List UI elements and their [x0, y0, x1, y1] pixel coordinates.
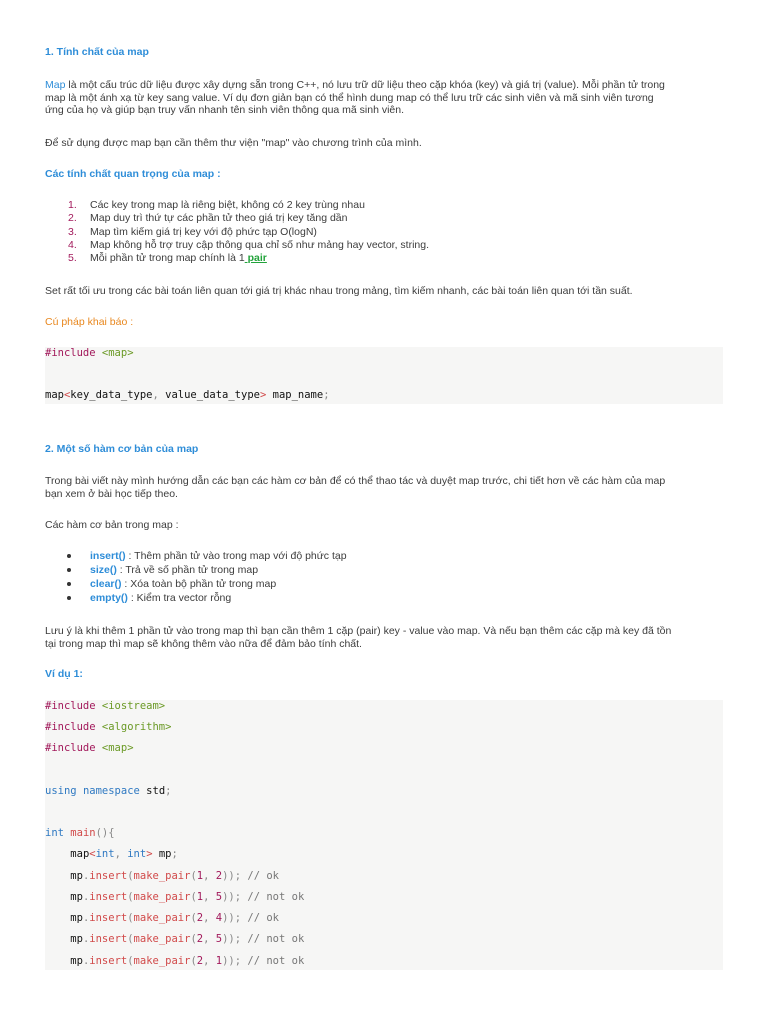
intro-line-2: map là một ánh xạ từ key sang value. Ví dụ đơn giản bạn có thể hình dung map có thể lưu trữ các sinh viên và mã sinh viên tương: [45, 91, 654, 104]
insert-note: Lưu ý là khi thêm 1 phần tử vào trong map thì bạn cần thêm 1 cặp (pair) key - value vào map. Và nếu bạn thêm các cặp mà key đã tồn tại trong map thì map sẽ không thêm vào nữa để đảm bảo tính chất.: [45, 625, 672, 650]
code-line: mp.insert(make_pair(2, 5)); // not ok: [70, 933, 305, 945]
functions-label: Các hàm cơ bản trong map :: [45, 519, 179, 531]
code-line: #include <map>: [45, 347, 134, 359]
code-line: #include <algorithm>: [45, 721, 172, 733]
intro-line-1: là một cấu trúc dữ liệu được xây dựng sẵn trong C++, nó lưu trữ dữ liệu theo cặp khóa (key) và giá trị (value). Mỗi phần tử trong: [65, 79, 665, 91]
map-intro-paragraph: [45, 79, 725, 117]
list-item: empty() : Kiểm tra vector rỗng: [45, 591, 347, 605]
code-line: mp.insert(make_pair(2, 4)); // ok: [70, 912, 279, 924]
code-line: #include <map>: [45, 742, 134, 754]
example-code-block: [45, 700, 723, 970]
map-term: Map: [45, 79, 66, 91]
section-2-intro: Trong bài viết này mình hướng dẫn các bạn các hàm cơ bản để có thể thao tác và duyệt map trước, chi tiết hơn về các hàm của map bạn xem ở bài học tiếp theo.: [45, 475, 666, 500]
code-line: map<key_data_type, value_data_type> map_name;: [45, 389, 330, 401]
pair-link[interactable]: pair: [244, 252, 267, 265]
set-note: Set rất tối ưu trong các bài toán liên quan tới giá trị khác nhau trong mảng, tìm kiếm nhanh, các bài toán liên quan tới tần suất.: [45, 285, 633, 297]
code-line: using namespace std;: [45, 785, 172, 797]
list-item: 5. Mỗi phần tử trong map chính là 1 pair: [68, 252, 267, 265]
code-line: int main(){: [45, 827, 115, 839]
code-line: map<int, int> mp;: [70, 848, 178, 860]
functions-list: [45, 549, 347, 605]
code-line: mp.insert(make_pair(2, 1)); // not ok: [70, 955, 305, 967]
library-note: Để sử dụng được map bạn cần thêm thư viện "map" vào chương trình của mình.: [45, 137, 422, 149]
section-1-heading: 1. Tính chất của map: [45, 46, 149, 58]
list-item: size() : Trả về số phần tử trong map: [45, 563, 347, 577]
list-item: 2. Map duy trì thứ tự các phần tử theo giá trị key tăng dần: [68, 212, 348, 225]
list-item: 3. Map tìm kiếm giá trị key với độ phức tạp O(logN): [68, 225, 317, 238]
intro-line-3: ứng của họ và giúp bạn truy vấn nhanh tên sinh viên thông qua mã sinh viên.: [45, 104, 405, 116]
code-line: mp.insert(make_pair(1, 2)); // ok: [70, 870, 279, 882]
syntax-code-block: [45, 347, 723, 404]
list-item: insert() : Thêm phần tử vào trong map với độ phức tạp: [45, 549, 347, 563]
example-1-heading: Ví dụ 1:: [45, 668, 83, 680]
list-item: clear() : Xóa toàn bộ phần tử trong map: [45, 577, 347, 591]
properties-heading: Các tính chất quan trọng của map :: [45, 168, 221, 180]
list-item: 4. Map không hỗ trợ truy cập thông qua chỉ số như mảng hay vector, string.: [68, 238, 430, 251]
code-line: #include <iostream>: [45, 700, 166, 712]
syntax-label: Cú pháp khai báo :: [45, 316, 134, 328]
code-line: mp.insert(make_pair(1, 5)); // not ok: [70, 891, 305, 903]
section-2-heading: 2. Một số hàm cơ bản của map: [45, 443, 199, 455]
list-item: 1. Các key trong map là riêng biệt, không có 2 key trùng nhau: [68, 199, 365, 211]
properties-list: [45, 199, 429, 265]
